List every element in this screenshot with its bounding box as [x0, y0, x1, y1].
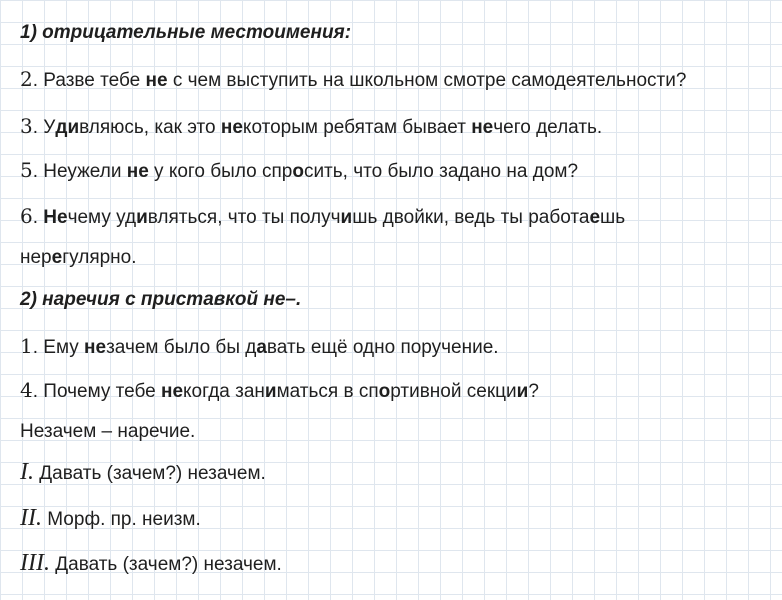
sentence-number: 3 [20, 114, 33, 138]
sentence-6-line-2 [20, 245, 774, 271]
highlight-fragment: и [340, 207, 353, 228]
highlight-fragment: не [471, 117, 494, 138]
highlight-fragment: е [589, 207, 601, 228]
highlight-fragment: е [51, 247, 63, 268]
text-fragment: чему уд [67, 207, 137, 228]
highlight-fragment: о [378, 381, 391, 402]
section-heading-pronouns: 1) отрицательные местоимения: [20, 22, 352, 43]
morph-text: Морф. пр. неизм. [47, 509, 201, 530]
text-fragment: Разве тебе [43, 70, 146, 91]
text-fragment: Почему тебе [43, 381, 161, 402]
highlight-fragment: и [136, 207, 148, 228]
text-fragment: зачем было бы д [106, 337, 257, 358]
highlight-fragment: не [126, 161, 149, 182]
text-fragment: Неужели [43, 161, 127, 182]
sentence-number: 1 [20, 334, 33, 358]
morph-line-3: III. Давать (зачем?) незачем. [20, 550, 282, 576]
morph-text: Давать (зачем?) незачем. [39, 463, 266, 484]
morph-text: Давать (зачем?) незачем. [55, 554, 282, 575]
highlight-fragment: не [160, 381, 184, 402]
sentence-number: 2 [20, 67, 33, 91]
section-heading-adverbs: 2) наречия с приставкой не–. [20, 289, 302, 310]
highlight-fragment: о [292, 161, 304, 182]
highlight-fragment: не [84, 337, 107, 358]
text-fragment: У [43, 117, 56, 138]
text-fragment: нер [20, 247, 52, 268]
text-fragment: ртивной секци [390, 381, 517, 402]
text-fragment: шь двойки, ведь ты работа [352, 207, 590, 228]
sentence-3: 3. Удивляюсь, как это некоторым ребятам бывает нечего делать. [20, 114, 603, 138]
text-fragment: сить, что было задано на дом? [303, 161, 579, 182]
text-fragment: с чем выступить на школьном смотре самодеятельности? [167, 70, 687, 91]
sentence-number: 4 [20, 378, 33, 402]
text-fragment: когда зан [183, 381, 265, 402]
roman-numeral: II [20, 505, 36, 531]
text-fragment: ? [528, 381, 539, 402]
highlight-fragment: Не [43, 207, 68, 228]
text-fragment: вляюсь, как это [79, 117, 221, 138]
sentence-5: 5. Неужели не у кого было спросить, что было задано на дом? [20, 158, 579, 182]
highlight-fragment: д [55, 117, 68, 138]
highlight-fragment: не [145, 70, 168, 91]
text-fragment: вляться, что ты получ [147, 207, 341, 228]
text-fragment: маться в сп [276, 381, 379, 402]
text-fragment: гулярно. [62, 247, 137, 268]
sentence-4: 4. Почему тебе некогда заниматься в спортивной секции? [20, 378, 539, 402]
morph-line-1: I. Давать (зачем?) незачем. [20, 459, 266, 485]
roman-numeral: I [20, 459, 28, 485]
roman-numeral: III [20, 550, 44, 576]
sentence-number: 5 [20, 158, 33, 182]
sentence-2: 2. Разве тебе не с чем выступить на школьном смотре самодеятельности? [20, 67, 687, 91]
highlight-fragment: и [67, 117, 80, 138]
sentence-1: 1. Ему незачем было бы давать ещё одно поручение. [20, 334, 499, 358]
text-fragment: вать ещё одно поручение. [266, 337, 499, 358]
sentence-6-line-1: 6. Нечему удивляться, что ты получишь двойки, ведь ты работаешь [20, 204, 626, 228]
highlight-fragment: не [220, 117, 243, 138]
sentence-number: 6 [20, 204, 33, 228]
text-fragment: чего делать. [493, 117, 603, 138]
text-fragment: которым ребятам бывает [242, 117, 472, 138]
highlight-fragment: а [256, 337, 267, 358]
text-fragment: Ему [43, 337, 85, 358]
highlight-fragment: и [516, 381, 529, 402]
morph-line-2: II. Морф. пр. неизм. [20, 505, 201, 531]
text-fragment: у кого было спр [148, 161, 293, 182]
highlight-fragment: и [264, 381, 277, 402]
adverb-note: Незачем – наречие. [20, 421, 196, 442]
text-fragment: шь [600, 207, 626, 228]
